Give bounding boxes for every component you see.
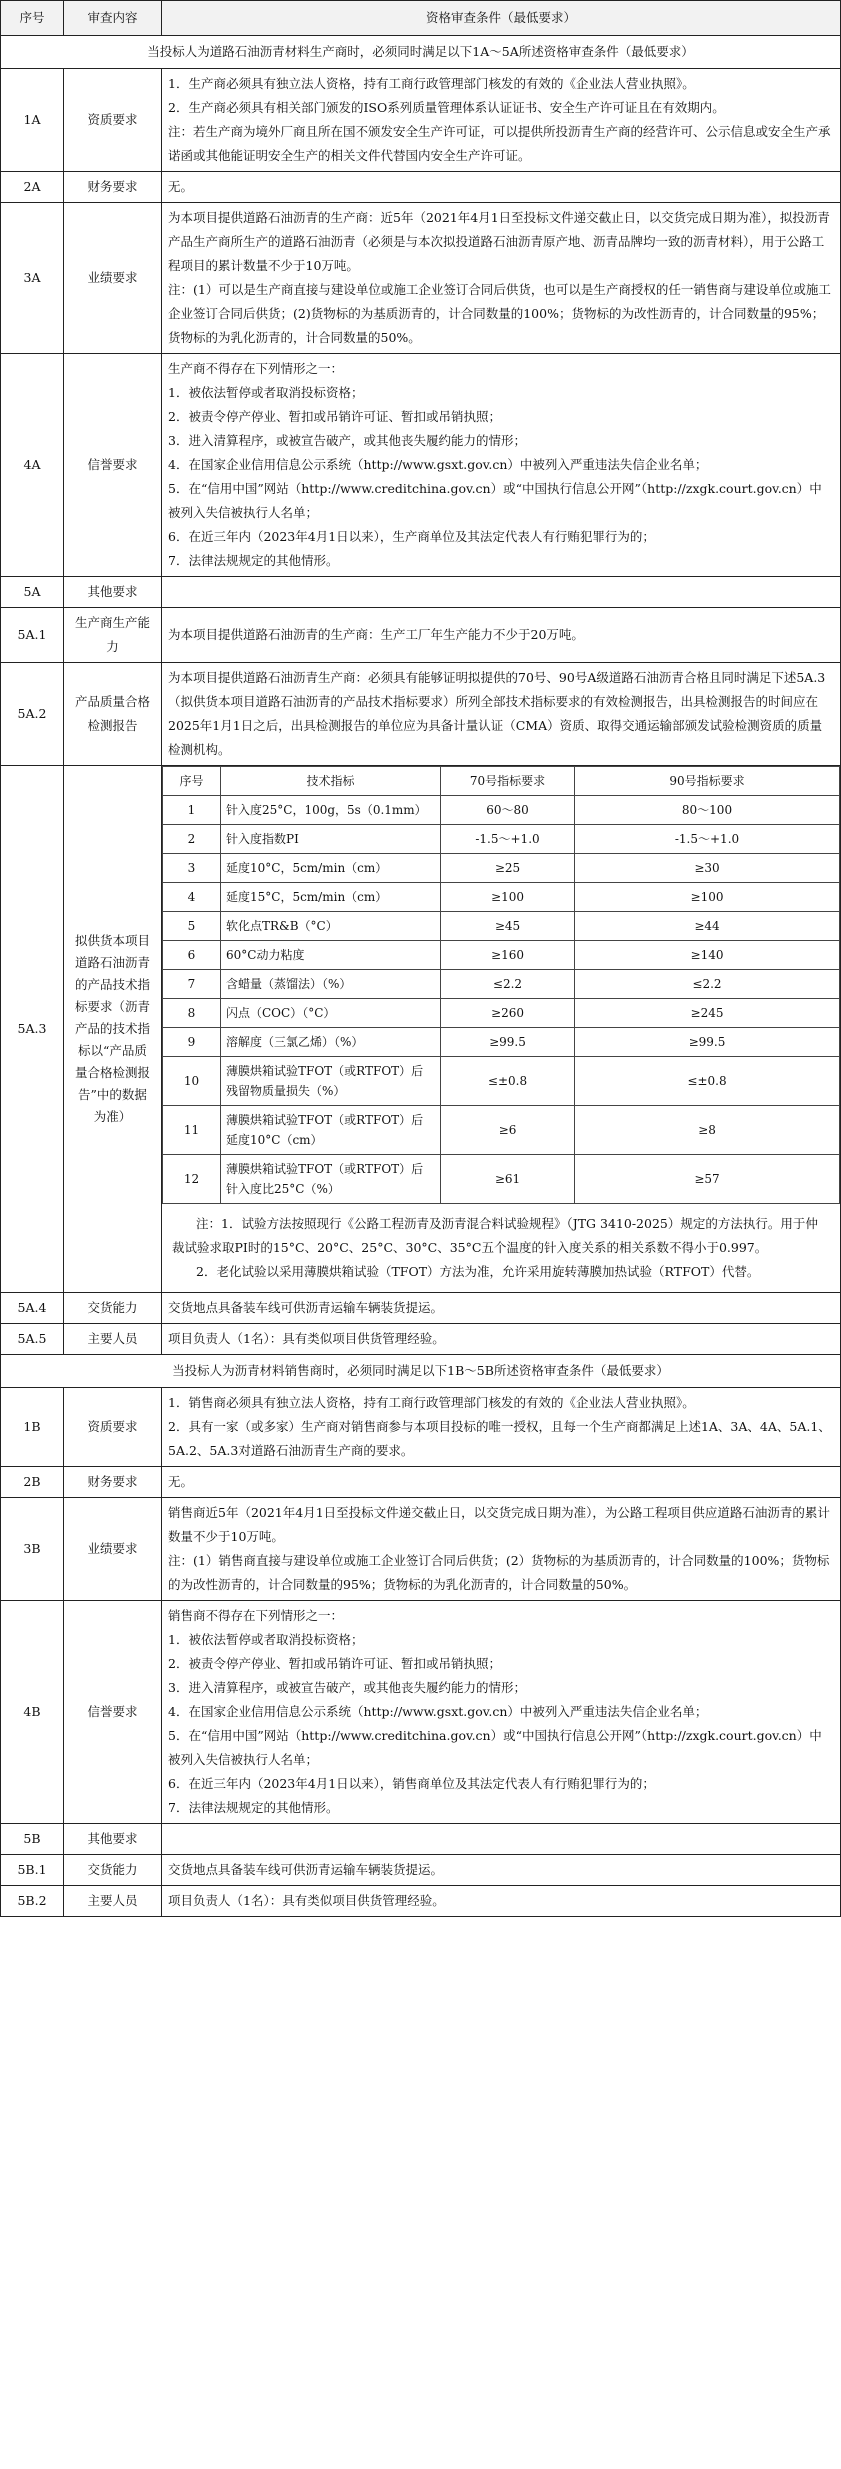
- spec-cell: ≥57: [575, 1155, 840, 1204]
- condition-line: 6．在近三年内（2023年4月1日以来），生产商单位及其法定代表人有行贿犯罪行为的；: [168, 529, 655, 544]
- row-condition: 项目负责人（1名）：具有类似项目供货管理经验。: [162, 1324, 841, 1355]
- row-condition: [162, 577, 841, 608]
- row-no: 3A: [1, 203, 64, 354]
- table-header-row: [1, 1, 841, 36]
- condition-line: 7．法律法规规定的其他情形。: [168, 1800, 339, 1815]
- row-no: 2A: [1, 172, 64, 203]
- row-item: 生产商生产能力: [64, 608, 162, 663]
- spec-cell: ≥61: [441, 1155, 575, 1204]
- spec-cell: ≥8: [575, 1106, 840, 1155]
- spec-cell: ≥6: [441, 1106, 575, 1155]
- spec-cell: 60～80: [441, 796, 575, 825]
- row-item: 资质要求: [64, 1388, 162, 1467]
- spec-cell: 针入度指数PI: [221, 825, 441, 854]
- row-no: 5A: [1, 577, 64, 608]
- spec-table: [162, 766, 840, 1204]
- condition-line: 2．具有一家（或多家）生产商对销售商参与本项目投标的唯一授权，且每一个生产商都满足上述1A、3A、4A、5A.1、5A.2、5A.3对道路石油沥青生产商的要求。: [168, 1419, 831, 1458]
- row-item: 主要人员: [64, 1324, 162, 1355]
- row-condition: [162, 1498, 841, 1601]
- spec-cell: ≥245: [575, 999, 840, 1028]
- row-5a5: [1, 1324, 841, 1355]
- row-5a4: [1, 1293, 841, 1324]
- spec-cell: 9: [163, 1028, 221, 1057]
- row-condition: [162, 354, 841, 577]
- row-item: 其他要求: [64, 577, 162, 608]
- condition-line: 1．被依法暂停或者取消投标资格；: [168, 385, 364, 400]
- spec-cell: ≥99.5: [575, 1028, 840, 1057]
- spec-cell: 软化点TR&B（°C）: [221, 912, 441, 941]
- condition-line: 销售商近5年（2021年4月1日至投标文件递交截止日，以交货完成日期为准），为公路工程项目供应道路石油沥青的累计数量不少于10万吨。: [168, 1505, 830, 1544]
- spec-cell: 6: [163, 941, 221, 970]
- row-item: 交货能力: [64, 1293, 162, 1324]
- spec-cell: ≥100: [575, 883, 840, 912]
- row-5a2: [1, 663, 841, 766]
- section-a-title: 当投标人为道路石油沥青材料生产商时，必须同时满足以下1A～5A所述资格审查条件（最低要求）: [1, 36, 841, 69]
- spec-cell: ≤±0.8: [441, 1057, 575, 1106]
- row-item: 业绩要求: [64, 203, 162, 354]
- spec-header-cell: 90号指标要求: [575, 767, 840, 796]
- row-2b: [1, 1467, 841, 1498]
- row-5b: [1, 1824, 841, 1855]
- spec-cell: 1: [163, 796, 221, 825]
- spec-cell: ≥140: [575, 941, 840, 970]
- condition-line: 1．销售商必须具有独立法人资格，持有工商行政管理部门核发的有效的《企业法人营业执照》。: [168, 1395, 695, 1410]
- header-condition: 资格审查条件（最低要求）: [162, 1, 841, 36]
- spec-cell: -1.5～+1.0: [441, 825, 575, 854]
- spec-row: [163, 999, 840, 1028]
- spec-cell: 5: [163, 912, 221, 941]
- row-no: 5B: [1, 1824, 64, 1855]
- row-condition: 无。: [162, 172, 841, 203]
- section-b-row: [1, 1355, 841, 1388]
- row-item: 拟供货本项目道路石油沥青的产品技术指标要求（沥青产品的技术指标以“产品质量合格检测报告”中的数据为准）: [64, 766, 162, 1293]
- condition-line: 1．被依法暂停或者取消投标资格；: [168, 1632, 364, 1647]
- row-no: 4B: [1, 1601, 64, 1824]
- spec-note: 注：1．试验方法按照现行《公路工程沥青及沥青混合料试验规程》（JTG 3410-2025）规定的方法执行。用于仲裁试验求取PI时的15°C、20°C、25°C、30°C、35°C五个温度的针入度关系的相关系数不得小于0.997。: [172, 1216, 818, 1255]
- spec-cell: 60°C动力粘度: [221, 941, 441, 970]
- condition-line: 5．在“信用中国”网站（http://www.creditchina.gov.cn）或“中国执行信息公开网”（http://zxgk.court.gov.cn）中被列入失信被执行人名单；: [168, 481, 822, 520]
- row-item: 信誉要求: [64, 1601, 162, 1824]
- spec-cell: 延度10°C，5cm/min（cm）: [221, 854, 441, 883]
- spec-cell: ≤2.2: [575, 970, 840, 999]
- spec-cell: 含蜡量（蒸馏法）（%）: [221, 970, 441, 999]
- row-no: 2B: [1, 1467, 64, 1498]
- spec-row: [163, 796, 840, 825]
- row-1a: [1, 69, 841, 172]
- header-no: 序号: [1, 1, 64, 36]
- condition-line: 4．在国家企业信用信息公示系统（http://www.gsxt.gov.cn）中被列入严重违法失信企业名单；: [168, 457, 708, 472]
- row-5a: [1, 577, 841, 608]
- row-no: 5A.1: [1, 608, 64, 663]
- row-item: 信誉要求: [64, 354, 162, 577]
- section-a-row: [1, 36, 841, 69]
- row-item: 其他要求: [64, 1824, 162, 1855]
- row-no: 1A: [1, 69, 64, 172]
- spec-cell: 7: [163, 970, 221, 999]
- spec-cell: 针入度25°C，100g，5s（0.1mm）: [221, 796, 441, 825]
- section-b-title: 当投标人为沥青材料销售商时，必须同时满足以下1B～5B所述资格审查条件（最低要求）: [1, 1355, 841, 1388]
- condition-note: 注：若生产商为境外厂商且所在国不颁发安全生产许可证，可以提供所投沥青生产商的经营许可、公示信息或安全生产承诺函或其他能证明安全生产的相关文件代替国内安全生产许可证。: [168, 124, 831, 163]
- row-item: 业绩要求: [64, 1498, 162, 1601]
- spec-cell: 薄膜烘箱试验TFOT（或RTFOT）后残留物质量损失（%）: [221, 1057, 441, 1106]
- condition-line: 1．生产商必须具有独立法人资格，持有工商行政管理部门核发的有效的《企业法人营业执照》。: [168, 76, 695, 91]
- row-5b2: [1, 1886, 841, 1917]
- row-no: 5A.5: [1, 1324, 64, 1355]
- condition-line: 5．在“信用中国”网站（http://www.creditchina.gov.cn）或“中国执行信息公开网”（http://zxgk.court.gov.cn）中被列入失信被执行人名单；: [168, 1728, 822, 1767]
- row-condition: [162, 1824, 841, 1855]
- spec-header-cell: 70号指标要求: [441, 767, 575, 796]
- spec-cell: ≥260: [441, 999, 575, 1028]
- condition-note: 注：(1）销售商直接与建设单位或施工企业签订合同后供货；(2）货物标的为基质沥青的，计合同数量的100%；货物标的为改性沥青的，计合同数量的95%；货物标的为乳化沥青的，计合同数量的50%。: [168, 1553, 830, 1592]
- row-condition: 为本项目提供道路石油沥青生产商：必须具有能够证明拟提供的70号、90号A级道路石油沥青合格且同时满足下述5A.3（拟供货本项目道路石油沥青的产品技术指标要求）所列全部技术指标要求的有效检测报告，出具检测报告的时间应在2025年1月1日之后，出具检测报告的单位应为具备计量认证（CMA）资质、取得交通运输部颁发试验检测资质的质量检测机构。: [162, 663, 841, 766]
- row-item: 交货能力: [64, 1855, 162, 1886]
- spec-row: [163, 1106, 840, 1155]
- spec-row: [163, 854, 840, 883]
- spec-row: [163, 825, 840, 854]
- row-no: 5A.3: [1, 766, 64, 1293]
- row-item: 产品质量合格检测报告: [64, 663, 162, 766]
- spec-row: [163, 941, 840, 970]
- row-4a: [1, 354, 841, 577]
- spec-cell: 溶解度（三氯乙烯）（%）: [221, 1028, 441, 1057]
- condition-line: 销售商不得存在下列情形之一：: [168, 1608, 344, 1623]
- row-no: 5A.4: [1, 1293, 64, 1324]
- spec-cell: 11: [163, 1106, 221, 1155]
- condition-note: 注：(1）可以是生产商直接与建设单位或施工企业签订合同后供货，也可以是生产商授权的任一销售商与建设单位或施工企业签订合同后供货；(2)货物标的为基质沥青的，计合同数量的100%；货物标的为改性沥青的，计合同数量的95%；货物标的为乳化沥青的，计合同数量的50%。: [168, 282, 831, 345]
- row-item: 主要人员: [64, 1886, 162, 1917]
- spec-cell: -1.5～+1.0: [575, 825, 840, 854]
- row-5a1: [1, 608, 841, 663]
- spec-cell: 薄膜烘箱试验TFOT（或RTFOT）后延度10°C（cm）: [221, 1106, 441, 1155]
- row-condition: [162, 1388, 841, 1467]
- condition-line: 7．法律法规规定的其他情形。: [168, 553, 339, 568]
- row-5b1: [1, 1855, 841, 1886]
- spec-row: [163, 970, 840, 999]
- spec-header-cell: 技术指标: [221, 767, 441, 796]
- row-2a: [1, 172, 841, 203]
- spec-cell: 12: [163, 1155, 221, 1204]
- spec-cell: 4: [163, 883, 221, 912]
- header-item: 审查内容: [64, 1, 162, 36]
- spec-cell: ≤2.2: [441, 970, 575, 999]
- spec-cell: 8: [163, 999, 221, 1028]
- spec-cell: ≥44: [575, 912, 840, 941]
- spec-header-row: [163, 767, 840, 796]
- row-no: 5B.1: [1, 1855, 64, 1886]
- condition-line: 3．进入清算程序，或被宣告破产，或其他丧失履约能力的情形；: [168, 433, 526, 448]
- condition-line: 4．在国家企业信用信息公示系统（http://www.gsxt.gov.cn）中被列入严重违法失信企业名单；: [168, 1704, 708, 1719]
- spec-cell: ≥99.5: [441, 1028, 575, 1057]
- row-no: 1B: [1, 1388, 64, 1467]
- spec-cell: ≥30: [575, 854, 840, 883]
- row-no: 3B: [1, 1498, 64, 1601]
- spec-note: 2．老化试验以采用薄膜烘箱试验（TFOT）方法为准，允许采用旋转薄膜加热试验（RTFOT）代替。: [196, 1264, 760, 1279]
- spec-row: [163, 1028, 840, 1057]
- spec-cell: 延度15°C，5cm/min（cm）: [221, 883, 441, 912]
- spec-cell: 3: [163, 854, 221, 883]
- spec-cell: ≤±0.8: [575, 1057, 840, 1106]
- row-item: 财务要求: [64, 172, 162, 203]
- condition-line: 2．被责令停产停业、暂扣或吊销许可证、暂扣或吊销执照；: [168, 1656, 501, 1671]
- row-condition: [162, 1601, 841, 1824]
- condition-line: 6．在近三年内（2023年4月1日以来），销售商单位及其法定代表人有行贿犯罪行为的；: [168, 1776, 655, 1791]
- row-item: 财务要求: [64, 1467, 162, 1498]
- spec-cell: ≥100: [441, 883, 575, 912]
- condition-line: 2．被责令停产停业、暂扣或吊销许可证、暂扣或吊销执照；: [168, 409, 501, 424]
- row-5a3: [1, 766, 841, 1293]
- condition-line: 2．生产商必须具有相关部门颁发的ISO系列质量管理体系认证证书、安全生产许可证且在有效期内。: [168, 100, 725, 115]
- spec-cell: ≥25: [441, 854, 575, 883]
- row-3a: [1, 203, 841, 354]
- row-4b: [1, 1601, 841, 1824]
- row-condition: 为本项目提供道路石油沥青的生产商：生产工厂年生产能力不少于20万吨。: [162, 608, 841, 663]
- row-condition: [162, 69, 841, 172]
- row-condition: 项目负责人（1名）：具有类似项目供货管理经验。: [162, 1886, 841, 1917]
- row-no: 4A: [1, 354, 64, 577]
- spec-row: [163, 1057, 840, 1106]
- spec-row: [163, 1155, 840, 1204]
- spec-header-cell: 序号: [163, 767, 221, 796]
- spec-cell: 80～100: [575, 796, 840, 825]
- condition-line: 生产商不得存在下列情形之一：: [168, 361, 344, 376]
- row-condition: [162, 203, 841, 354]
- spec-cell: 薄膜烘箱试验TFOT（或RTFOT）后针入度比25°C（%）: [221, 1155, 441, 1204]
- row-3b: [1, 1498, 841, 1601]
- spec-cell: 10: [163, 1057, 221, 1106]
- spec-notes: [162, 1204, 840, 1292]
- spec-cell: ≥160: [441, 941, 575, 970]
- spec-cell: 2: [163, 825, 221, 854]
- row-condition: 无。: [162, 1467, 841, 1498]
- row-condition: [162, 766, 841, 1293]
- row-no: 5A.2: [1, 663, 64, 766]
- spec-row: [163, 883, 840, 912]
- condition-line: 为本项目提供道路石油沥青的生产商：近5年（2021年4月1日至投标文件递交截止日，以交货完成日期为准），拟投沥青产品生产商所生产的道路石油沥青（必须是与本次拟投道路石油沥青原产地、沥青品牌均一致的沥青材料），用于公路工程项目的累计数量不少于10万吨。: [168, 210, 830, 273]
- row-1b: [1, 1388, 841, 1467]
- row-condition: 交货地点具备装车线可供沥青运输车辆装货提运。: [162, 1293, 841, 1324]
- row-item: 资质要求: [64, 69, 162, 172]
- row-no: 5B.2: [1, 1886, 64, 1917]
- spec-cell: 闪点（COC）（°C）: [221, 999, 441, 1028]
- spec-row: [163, 912, 840, 941]
- spec-body: [163, 796, 840, 1204]
- condition-line: 3．进入清算程序，或被宣告破产，或其他丧失履约能力的情形；: [168, 1680, 526, 1695]
- row-condition: 交货地点具备装车线可供沥青运输车辆装货提运。: [162, 1855, 841, 1886]
- spec-cell: ≥45: [441, 912, 575, 941]
